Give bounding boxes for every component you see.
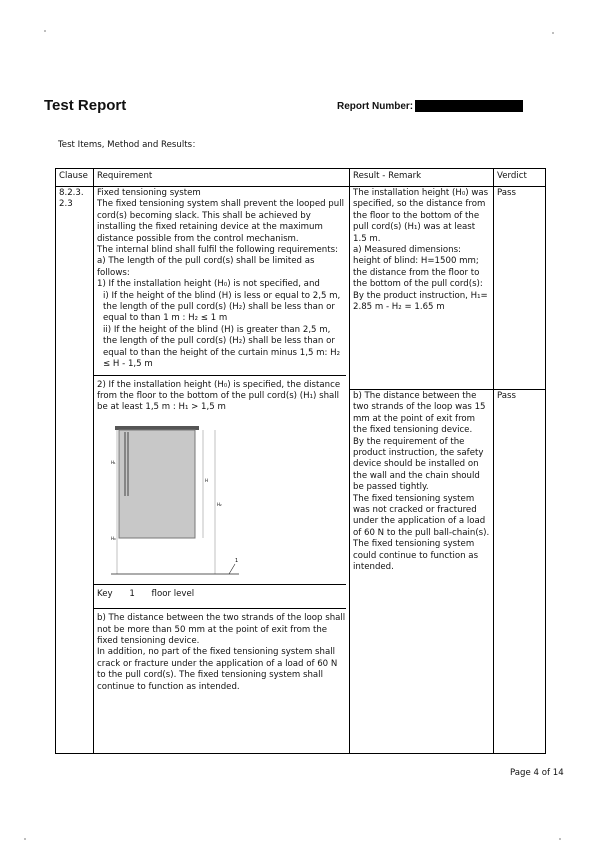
clause-number: 8.2.3.2.3 bbox=[59, 188, 84, 210]
col-header-clause: Clause bbox=[56, 169, 94, 187]
requirement-text: a) The length of the pull cord(s) shall be limited as follows: bbox=[97, 256, 315, 278]
result-cell bbox=[350, 187, 494, 754]
key-number: 1 bbox=[129, 588, 135, 599]
requirement-text: ii) If the height of the blind (H) is greater than 2,5 m, the length of the pull cord(s) (H₂) shall be less than or equal to than the height of the curtain minus 1,5 m: H₂ ≤ H - 1,5 m bbox=[103, 324, 341, 370]
redacted-report-number bbox=[415, 100, 523, 112]
scan-speck bbox=[24, 838, 26, 840]
table-header-row bbox=[56, 169, 546, 187]
result-text: a) Measured dimensions: height of blind: H=1500 mm; bbox=[353, 245, 479, 267]
key-text: floor level bbox=[151, 588, 195, 599]
col-header-requirement: Requirement bbox=[94, 169, 350, 187]
requirement-title: Fixed tensioning system bbox=[97, 188, 201, 198]
result-text: By the product instruction, H₁= 2.85 m - H₂ = 1.65 m bbox=[353, 290, 488, 313]
blind-fabric bbox=[119, 430, 195, 538]
floor-leader bbox=[229, 564, 235, 574]
report-number bbox=[337, 100, 523, 112]
requirement-cell bbox=[94, 187, 350, 754]
verdict-cell bbox=[494, 187, 546, 754]
verdict-a: Pass bbox=[497, 188, 517, 198]
scan-speck bbox=[559, 838, 561, 840]
requirement-text: 1) If the installation height (H₀) is not specified, and bbox=[97, 279, 320, 290]
key-label: Key bbox=[97, 588, 113, 599]
verdict-b: Pass bbox=[494, 389, 545, 403]
report-number-label: Report Number: bbox=[337, 100, 414, 112]
section-subtitle: Test Items, Method and Results： bbox=[58, 140, 201, 150]
label-floor-num: 1 bbox=[235, 557, 239, 564]
blind-headrail bbox=[115, 426, 199, 430]
result-text: The fixed tensioning system was not cracked or fractured under the application of a load of 60 N to the pull ball-chain(s). The fixed tensioning system could continue to function as intended. bbox=[353, 493, 490, 573]
requirement-text: The internal blind shall fulfil the following requirements: bbox=[97, 245, 338, 256]
requirement-text: b) The distance between the two strands of the loop shall not be more than 50 mm at the point of exit from the fixed tensioning device. bbox=[97, 613, 346, 646]
scan-speck bbox=[44, 30, 46, 32]
requirement-section-b bbox=[94, 608, 346, 693]
requirement-text: 2) If the installation height (H₀) is specified, the distance from the floor to the bottom of the pull cord(s) (H₁) shall be at least 1,5 m : H₁ > 1,5 m bbox=[97, 379, 341, 413]
result-b bbox=[350, 389, 493, 575]
requirement-text: In addition, no part of the fixed tensioning system shall crack or fracture under the application of a load of 60 N to the pull cord(s). The fixed tensioning system shall continue to function as intended. bbox=[97, 647, 338, 692]
table-row bbox=[56, 187, 546, 754]
blind-diagram bbox=[111, 424, 271, 580]
result-text: the distance from the floor to the bottom of the pull cord(s): bbox=[353, 267, 483, 290]
requirement-text: i) If the height of the blind (H) is less or equal to 2,5 m, the length of the pull cord(s) (H₂) shall be less than or equal to than 1 m : H₂ ≤ 1 m bbox=[103, 290, 341, 324]
figure-key bbox=[94, 584, 346, 600]
blind-diagram-svg bbox=[111, 424, 271, 580]
result-text: b) The distance between the two strands of the loop was 15 mm at the point of exit from the fixed tensioning device. bbox=[353, 391, 486, 436]
result-a bbox=[350, 187, 493, 389]
result-text: By the requirement of the product instruction, the safety device should be installed on the wall and the chain should be passed tightly. bbox=[353, 436, 484, 493]
test-results-table bbox=[55, 168, 546, 754]
col-header-result: Result - Remark bbox=[350, 169, 494, 187]
label-h1: H₁ bbox=[111, 459, 116, 465]
col-header-verdict: Verdict bbox=[494, 169, 546, 187]
label-h: H bbox=[205, 477, 209, 483]
scan-speck bbox=[552, 32, 554, 34]
page-number: Page 4 of 14 bbox=[510, 768, 564, 778]
clause-cell bbox=[56, 187, 94, 754]
label-h0: H₀ bbox=[111, 535, 116, 541]
page-title: Test Report bbox=[44, 97, 127, 114]
requirement-section-2 bbox=[94, 375, 346, 414]
requirement-text: The fixed tensioning system shall prevent the looped pull cord(s) becoming slack. This shall be achieved by installing the fixed retaining device at the maximum distance possible from the control mechanism. bbox=[97, 199, 344, 244]
label-h2: H₂ bbox=[217, 501, 222, 507]
result-text: The installation height (H₀) was specified, so the distance from the floor to the bottom of the pull cord(s) (H₁) was at least 1.5 m. bbox=[353, 188, 489, 244]
